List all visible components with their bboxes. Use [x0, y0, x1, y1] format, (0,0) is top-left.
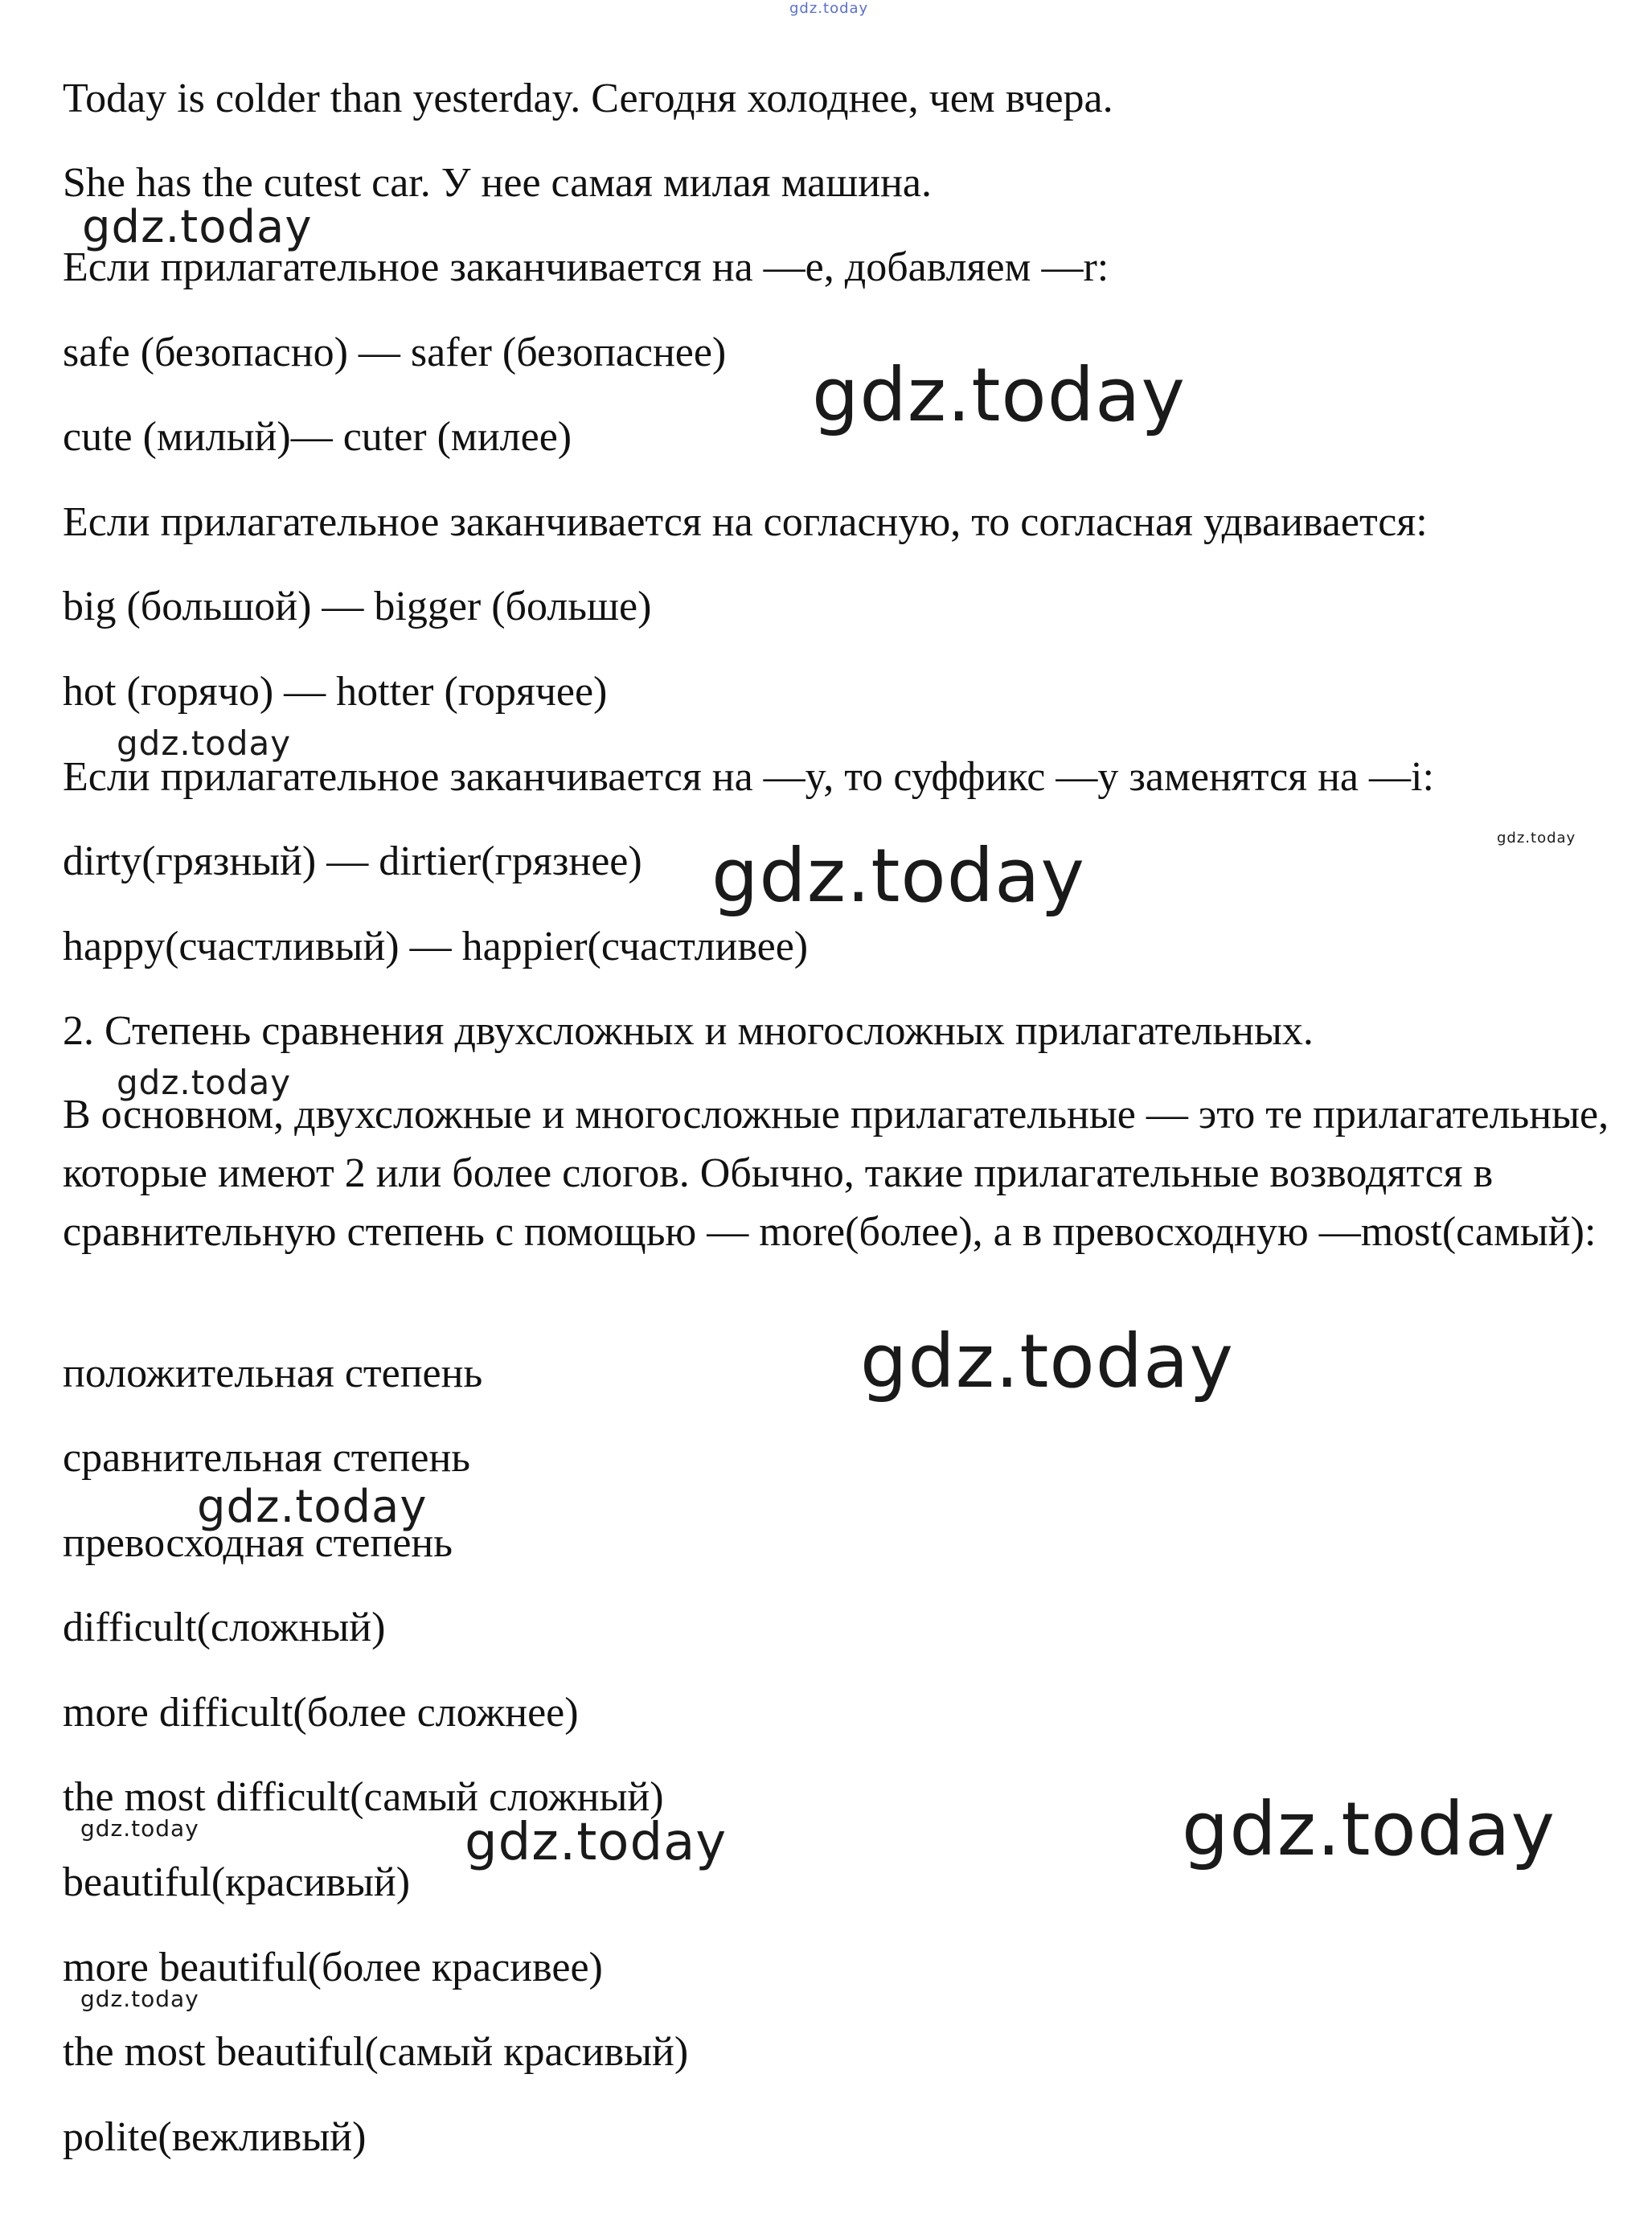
- watermark: gdz.today: [789, 0, 869, 17]
- text-line: the most difficult(самый сложный): [63, 1774, 664, 1820]
- text-line: polite(вежливый): [63, 2114, 367, 2160]
- text-line: big (большой) — bigger (больше): [63, 584, 652, 629]
- watermark: gdz.today: [812, 352, 1186, 438]
- text-line: сравнительная степень: [63, 1435, 470, 1481]
- text-line: dirty(грязный) — dirtier(грязнее): [63, 838, 642, 884]
- text-line: положительная степень: [63, 1351, 483, 1396]
- text-line: more beautiful(более красивее): [63, 1945, 603, 1990]
- watermark: gdz.today: [117, 723, 292, 763]
- text-line: hot (горячо) — hotter (горячее): [63, 669, 608, 715]
- text-line: beautiful(красивый): [63, 1859, 411, 1905]
- text-line: difficult(сложный): [63, 1605, 386, 1650]
- watermark: gdz.today: [465, 1813, 728, 1872]
- watermark: gdz.today: [1497, 830, 1576, 846]
- text-line: cute (милый)— cuter (милее): [63, 414, 572, 460]
- watermark: gdz.today: [197, 1481, 428, 1533]
- text-line: Если прилагательное заканчивается на —y, то суффикс —y заменятся на —i:: [63, 754, 1434, 800]
- watermark: gdz.today: [80, 1815, 199, 1842]
- text-line: превосходная степень: [63, 1520, 453, 1566]
- watermark: gdz.today: [82, 201, 313, 253]
- paragraph: В основном, двухсложные и многосложные прилагательные — это те прилагательные, которые имеют 2 или более слогов. Обычно, такие прилагательные возводятся в сравнительную степень с помощью — more(более), а в превосходную —most(самый):: [63, 1092, 1609, 1255]
- watermark: gdz.today: [1182, 1786, 1556, 1872]
- text-line: Today is colder than yesterday. Сегодня холоднее, чем вчера.: [63, 76, 1113, 121]
- watermark: gdz.today: [711, 833, 1085, 919]
- watermark: gdz.today: [860, 1318, 1234, 1404]
- text-line: She has the cutest car. У нее самая милая машина.: [63, 160, 932, 206]
- watermark: gdz.today: [117, 1063, 292, 1102]
- watermark: gdz.today: [80, 1986, 199, 2012]
- text-line: the most beautiful(самый красивый): [63, 2029, 689, 2075]
- text-line: Если прилагательное заканчивается на согласную, то согласная удваивается:: [63, 499, 1428, 545]
- text-line: more difficult(более сложнее): [63, 1690, 579, 1736]
- text-line: 2. Степень сравнения двухсложных и многосложных прилагательных.: [63, 1008, 1314, 1054]
- text-line: happy(счастливый) — happier(счастливее): [63, 924, 809, 969]
- text-line: safe (безопасно) — safer (безопаснее): [63, 330, 727, 375]
- text-line: Если прилагательное заканчивается на —e, добавляем —r:: [63, 244, 1109, 290]
